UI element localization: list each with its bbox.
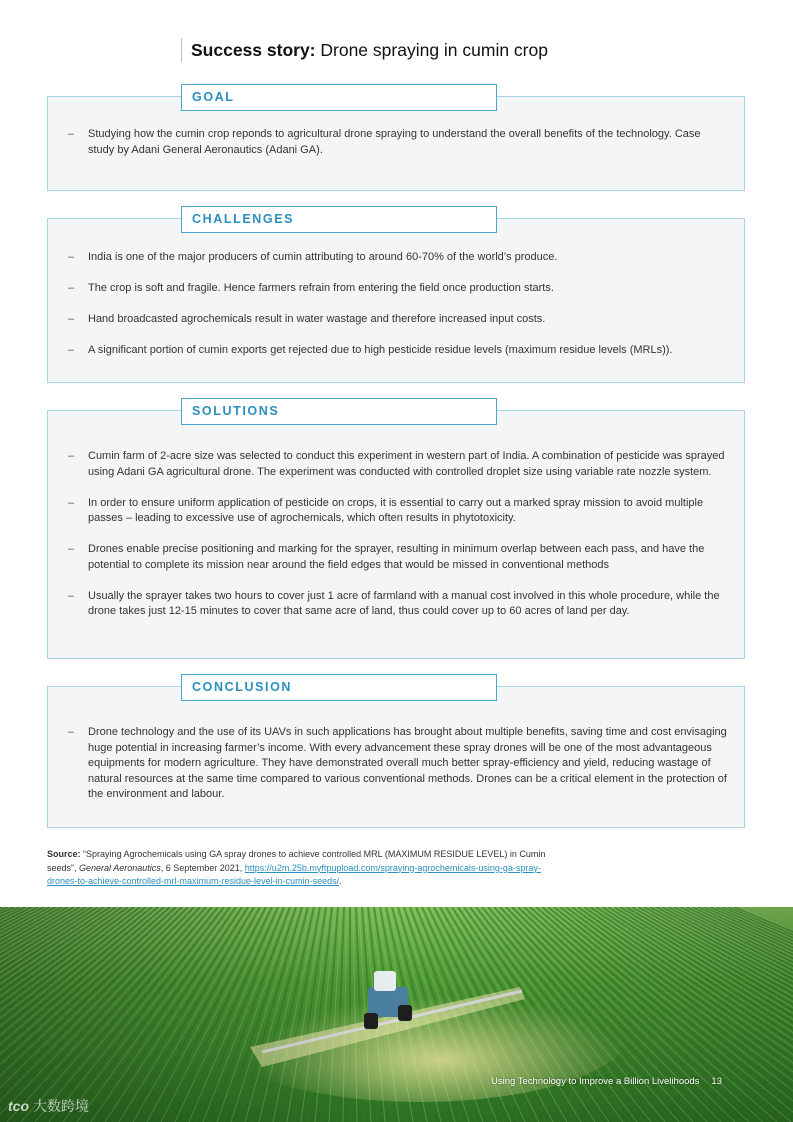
watermark (8, 1096, 89, 1116)
challenges-panel (47, 218, 745, 383)
list-item: – Hand broadcasted agrochemicals result in water wastage and therefore increased input costs. (68, 312, 728, 328)
source-end: . (339, 876, 342, 886)
field-photo (0, 907, 793, 1122)
list-item: – The crop is soft and fragile. Hence farmers refrain from entering the field once production starts. (68, 281, 728, 297)
list-item: – A significant portion of cumin exports get rejected due to high pesticide residue levels (maximum residue levels (MRLs)). (68, 343, 728, 359)
source-label: Source: (47, 849, 81, 859)
source-date: , 6 September 2021, (160, 862, 245, 873)
solutions-list (68, 449, 728, 620)
list-item: – Drone technology and the use of its UAVs in such applications has brought about multiple benefits, saving time and cost envisaging huge potential in increasing farmer’s income. With every advancement these spray drones will be one of the most advantageous equipments for modern agriculture. They have demonstrated overall much better spray-efficiency and yield, reducing wastage of natural resources at the same time compared to various conventional methods. Drones can be a critical element in the protection of the environment and labour. (68, 725, 728, 803)
title-bold: Success story: (191, 40, 316, 60)
conclusion-list (68, 725, 728, 803)
goal-heading: GOAL (181, 84, 497, 111)
source-publication: General Aeronautics (79, 862, 161, 873)
solutions-panel (47, 410, 745, 659)
footer-title: Using Technology to Improve a Billion Livelihoods (491, 1076, 700, 1087)
challenges-list (68, 250, 728, 359)
goal-list (68, 127, 728, 158)
list-item: – India is one of the major producers of cumin attributing to around 60-70% of the world’s produce. (68, 250, 728, 266)
page-footer (491, 1076, 753, 1087)
challenges-heading: CHALLENGES (181, 206, 497, 233)
watermark-text: 大数跨境 (33, 1098, 89, 1114)
list-item: – Studying how the cumin crop reponds to agricultural drone spraying to understand the overall benefits of the technology. Case study by Adani General Aeronautics (Adani GA). (68, 127, 728, 158)
solutions-heading: SOLUTIONS (181, 398, 497, 425)
source-text: “Spraying Agrochemicals using GA spray drones to achieve controlled MRL (MAXIMUM RESIDUE LEVEL) in Cumin seeds”, (47, 849, 546, 873)
page-title (181, 38, 548, 62)
title-rest: Drone spraying in cumin crop (315, 40, 548, 60)
list-item: – Cumin farm of 2-acre size was selected to conduct this experiment in western part of India. A combination of pesticide was sprayed using Adani GA agricultural drone. The experiment was conducted with controlled droplet size using variable rate nozzle system. (68, 449, 728, 480)
list-item: – In order to ensure uniform application of pesticide on crops, it is essential to carry out a marked spray mission to avoid multiple passes – leading to excessive use of agrochemicals, which often results in phytotoxicity. (68, 496, 728, 527)
watermark-mark: tco (8, 1098, 29, 1114)
page-number: 13 (711, 1076, 722, 1087)
source-note (47, 848, 567, 889)
list-item: – Drones enable precise positioning and marking for the sprayer, resulting in minimum overlap between each pass, and have the potential to complete its mission near around the field edges that would be missed in conventional methods (68, 542, 728, 573)
source-link[interactable]: https://u2m.25b.myftpupload.com/spraying-agrochemicals-using-ga-spray-drones-to-achieve-controlled-mrl-maximum-residue-level-in-cumin-seeds/ (47, 862, 541, 886)
conclusion-heading: CONCLUSION (181, 674, 497, 701)
conclusion-panel (47, 686, 745, 828)
list-item: – Usually the sprayer takes two hours to cover just 1 acre of farmland with a manual cost involved in this whole procedure, while the drone takes just 12-15 minutes to cover that same acre of land, thus could cover up to 60 acres of land per day. (68, 589, 728, 620)
crop-field-with-tractor (0, 907, 793, 1122)
